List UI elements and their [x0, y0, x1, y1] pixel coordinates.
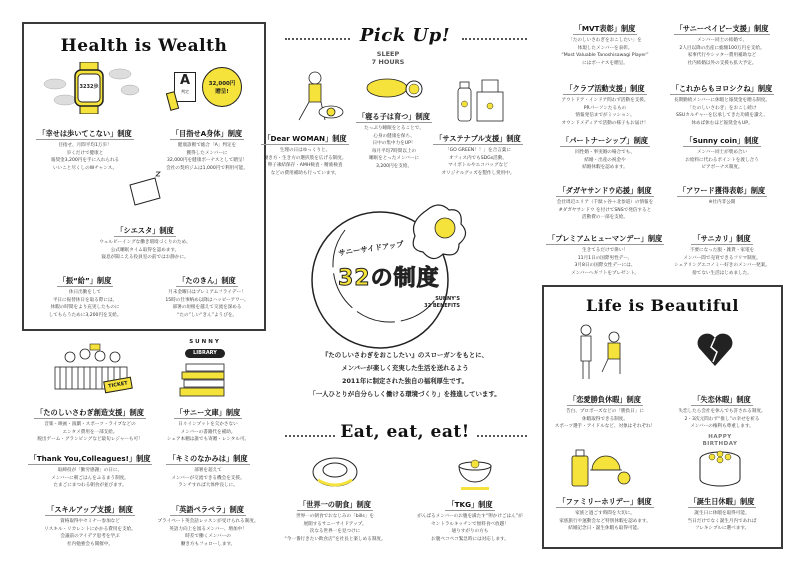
- benefit-title: 「誕生日休暇」制度: [689, 497, 755, 506]
- benefit-title: 「サニーベイビー支援」制度: [675, 24, 769, 33]
- benefit-title: 「スキルアップ支援」制度: [47, 505, 133, 514]
- benefit-description: メンバー同士の結婚で、 2人目以降の出産に総額100万円を支給。 家事代行やシッター費用補助など 社内結婚以外の支援も拡大予定。: [679, 38, 765, 66]
- bottle-and-tote-bag-icon: [455, 78, 505, 123]
- benefit-item: [80, 218, 210, 262]
- benefit-title: 「MVT表彰」制度: [574, 24, 636, 33]
- benefit-item: [155, 446, 261, 490]
- benefit-title: 「これからもヨロシクね」制度: [671, 84, 773, 93]
- benefit-description: 失恋したら会社を休んでも許される制度。 2・3次元問わず“推し”の幸せを祈る メンバーの権利も尊重します。: [678, 409, 766, 430]
- benefit-title: 「ファミリーホリデー」制度: [558, 497, 652, 506]
- benefit-title: 「アワード獲得表彰」制度: [678, 186, 766, 195]
- a-grade-document: [174, 72, 196, 102]
- benefit-item: [665, 387, 780, 431]
- benefit-title: 「たのしいさわぎ創造支援」制度: [36, 408, 144, 417]
- benefit-title: 「Sunny coin」制度: [685, 136, 759, 145]
- benefit-title: 「ダガヤサンドウ応援」制度: [558, 186, 652, 195]
- benefit-description: 音楽・映画・演劇・スポーツ・ライブなどの エンタメ費用を一部支給。 脱出ゲーム・グランピングなど最旬レジャーも可！: [37, 422, 143, 443]
- benefit-item: [403, 492, 538, 543]
- library-label-top: SUNNY: [189, 339, 221, 345]
- benefit-description: 生きてるだけで偉い！ 11月1日の国際男性デー、 3月8日の国際女性デーには、 メンバーへギフトをプレゼント。: [571, 248, 639, 276]
- benefit-description: 誕生日に休暇を取得可能。 当日だけでなく誕生月内であれば フレキシブルに選べます。: [687, 511, 757, 532]
- benefit-description: 告白、プロポーズなどの「勝負日」に 休暇取得できる制度。 スポーツ選手・アイドルなど、対象はそれぞれ！: [554, 409, 656, 430]
- bonus-badge: 32,000円 贈呈!: [202, 67, 242, 107]
- benefit-description: がんばるメンバーのお腹を満たす“卵かけごはん”が セントラルキッチンで無料食べ放題！ 通りすがりの方も お腹ペコペコ緊急時には対応します。: [417, 514, 523, 542]
- benefit-item: [665, 128, 780, 172]
- benefit-description: 不要になった服・雑貨・家電を メンバー間で売買できるフリマ制度。 シェアリングエコノミー好きのメンバー発案。 捨てない生活はじめました。: [674, 248, 770, 276]
- benefit-description: 同性婚・事実婚の場合でも、 結婚・出産の祝金や 結婚休暇を認めます。: [575, 150, 635, 171]
- proposal-couple-icon: [572, 322, 632, 382]
- broken-heart-icon: [695, 330, 735, 370]
- benefit-item: [155, 400, 261, 444]
- benefit-title: 「恋愛勝負休暇」制度: [569, 395, 641, 404]
- suitcase-helmet-icon: [568, 440, 633, 490]
- plate-fried-egg-icon: [285, 180, 485, 350]
- benefit-title: 「たのきん」制度: [178, 276, 236, 285]
- benefit-title: 「目指せA身体」制度: [171, 129, 243, 138]
- breakfast-plate-icon: [310, 450, 360, 490]
- benefit-description: 健康診断で総合「A」判定を 獲得したメンバーに 32,000円を健康ボーナスとして贈呈！ 会社の契約ジムは1,000円で利用可能。: [166, 143, 248, 171]
- benefit-description: 目指せ、月間平均1万歩！ 歩くだけで健康と 報奨金3,200円を手に入れられる いいこと尽くしのWチャンス。: [50, 143, 120, 171]
- benefit-title: 「Thank You,Colleagues!」制度: [29, 454, 151, 463]
- benefit-title: 「サステナブル支援」制度: [435, 134, 521, 143]
- benefit-description: ※社内非公開: [708, 200, 736, 205]
- benefit-description: 家族と過ごす時間を大切に。 家族旅行や運動会など特別休暇を認めます。 結婚記念日・誕生休暇も取得可能。: [559, 511, 651, 532]
- benefit-description: 部署を超えて メンバーが交流できる機会を支援。 ランチすれば大体仲良しに。: [171, 468, 245, 489]
- life-title: Life is Beautiful: [586, 296, 739, 315]
- eat-title: Eat, eat, eat!: [340, 422, 470, 442]
- library-label: LIBRARY: [185, 349, 225, 358]
- benefit-description: 資格取得やセミナー参加など リスキル・リカレントにかかる費用を支給。 会議前のアイデア思考を学ぶ 社内勉強会も開催中。: [44, 519, 136, 547]
- a-grade-label: 判定: [181, 89, 189, 94]
- divider: [285, 38, 350, 40]
- divider: [285, 435, 335, 437]
- headline-32-benefits: 32の制度: [338, 266, 440, 291]
- benefit-item: [546, 489, 664, 533]
- benefit-item: [667, 489, 777, 533]
- benefit-item: [253, 126, 357, 177]
- benefit-description: メンバー同士が褒め合い お給料に代わるポイントを渡し合う ピアボーナス制度。: [685, 150, 759, 171]
- benefit-description: ウェルビーイングな働き環境づくりのため、 公式睡眠タイム取得を認めます。 寝息が聞こえる役員室の前ではお静かに。: [99, 240, 191, 261]
- woman-reading-icon: [295, 70, 345, 125]
- ticket-icon: TICKET: [103, 377, 133, 394]
- benefit-title: 「失恋休暇」制度: [693, 395, 751, 404]
- benefit-description: 取締役が「勤労感謝」の日に、 メンバーに朝ごはんをふるまう制度。 たまごにまつわる朝食が並びます。: [51, 468, 129, 489]
- benefit-title: 「英語ペラペラ」制度: [172, 505, 244, 514]
- books-icon: [178, 362, 233, 398]
- benefit-title: 「シエスタ」制度: [116, 226, 174, 235]
- health-title: Health is Wealth: [60, 36, 228, 56]
- benefit-item: [663, 16, 781, 67]
- benefit-item: [548, 16, 663, 67]
- benefit-item: [28, 497, 153, 548]
- benefit-title: 「サニー文庫」制度: [175, 408, 241, 417]
- benefit-item: [147, 268, 267, 319]
- benefit-description: 「GO GREEN！！」を合言葉に オフィス内でもSDGs活動。 マイボトルやエコバッグなど オリジナルグッズを製作し愛用中。: [441, 148, 515, 176]
- benefit-title: 「振“給”」制度: [58, 276, 112, 285]
- benefit-description: 日々インプットを欠かさない メンバーの書籍代を補助。 シェア本棚は誰でも寄贈・レンタル可。: [166, 422, 250, 443]
- benefit-title: 「TKG」制度: [447, 500, 493, 509]
- birthday-label: HAPPY BIRTHDAY: [702, 434, 738, 447]
- pickup-title: Pick Up!: [359, 25, 451, 46]
- intro-text: 『たのしいさわぎをおこしたい』のスローガンをもとに、 メンバーが楽しく充実した生活を送れるよう 2011年に制定された独自の福利厚生です。 「一人ひとりが自分らしく働ける環境づくり」を推進しています。: [309, 351, 501, 398]
- benefit-title: 「キミのなかみは」制度: [168, 454, 248, 463]
- a-grade: A: [179, 73, 191, 88]
- benefit-item: [147, 121, 267, 172]
- benefit-title: 「パートナーシップ」制度: [562, 136, 648, 145]
- divider: [477, 435, 527, 437]
- benefit-item: [150, 497, 266, 548]
- birthday-cake-icon: [695, 445, 745, 490]
- benefit-description: 月末金曜日はプレミアムフライデー！ 15時の仕事納め以降はハッピーアワー。 部署の垣根を越えて交流を深める “たの”しい“きん”ようびを。: [165, 290, 249, 318]
- benefit-title: 「Dear WOMAN」制度: [263, 134, 347, 143]
- benefit-item: [28, 446, 153, 490]
- benefit-item: [546, 226, 664, 277]
- subtitle-english: SUNNY'S 32 BENEFITS: [424, 296, 460, 309]
- benefit-title: 「プレミアムヒューマンデー」制度: [548, 234, 663, 243]
- benefit-description: たっぷり睡眠をとることで、 心身の健康を保ち、 日中の集中力をUP！ 毎月平均7時間以上の 睡眠をとったメンバーに 3,200円を支給。: [364, 126, 424, 169]
- benefit-item: [270, 492, 400, 543]
- benefit-item: [548, 128, 663, 172]
- benefit-title: 「クラブ活動支援」制度: [565, 84, 645, 93]
- benefit-item: [546, 178, 664, 222]
- divider: [462, 38, 527, 40]
- benefit-description: 「たのしいさわぎをおこしたい」を 体現したメンバーを表彰。 “Most Valuable Tanoshisawagi Player” にはボーナスを贈呈。: [561, 38, 649, 66]
- benefit-description: 休日出勤をして 平日に振替休日を取る際には、 休暇の時間をより充実したものに してもらうために3,200円を支給。: [48, 290, 122, 318]
- benefit-item: [428, 126, 528, 177]
- watch-steps: 3232歩: [79, 84, 99, 90]
- benefit-title: 「幸せは歩いてこない」制度: [38, 129, 132, 138]
- benefit-title: 「世界一の朝食」制度: [299, 500, 371, 509]
- benefit-item: [352, 104, 436, 171]
- sleeping-clock-icon: [362, 72, 427, 102]
- benefit-description: プライベート英会話レッスンが受けられる制度。 英語力向上を図るメンバー、増加中！ 時差で働くメンバーの 働き方もフォローします。: [157, 519, 259, 547]
- benefit-item: [665, 178, 780, 207]
- benefit-description: 生理の日はゆっくりと。 働き方・生き方の選択肢を広げる制度。 卵子凍結保存・AMH検査・精液検査 などの費用補助も行っています。: [263, 148, 347, 176]
- benefit-item: [25, 121, 145, 172]
- benefit-description: 会社周辺エリア（千駄ヶ谷＋北参道）の情報を #ダガヤサンドウ を付けてSNSで発信すると 活動費の一部を支給。: [556, 200, 654, 221]
- sleep-label: SLEEP 7 HOURS: [371, 50, 405, 66]
- benefit-item: [663, 76, 781, 127]
- benefit-item: [546, 387, 664, 431]
- kana-title: サニーサイドアップ: [337, 239, 405, 258]
- benefit-title: 「寝る子は育つ」制度: [358, 112, 430, 121]
- benefit-item: [548, 76, 663, 127]
- benefit-description: 世界一の朝食でおなじみの「bills」を 展開するサニーサイドアップ。 次なる世界一を見つけに “今一番行きたい飲食店”を社長と楽しめる制度。: [284, 514, 386, 542]
- benefit-title: 「サニカリ」制度: [693, 234, 751, 243]
- benefit-item: [25, 268, 145, 319]
- benefit-description: 長期勤続メンバーに休暇と報奨金を贈る制度。 「たのしいさわぎ」をおこし続け SSUカルチャーを伝承してきた功績を讃え、 休めば休むほど報奨金もUP。: [673, 98, 771, 126]
- egg-rice-bowl-icon: [455, 450, 495, 492]
- pillow-icon: [125, 170, 165, 210]
- benefit-item: [26, 400, 154, 444]
- benefit-description: アウトドア・インドア問わず活動を支援。 PRパーソンたるもの 情報発信までがミッション。 オウンドメディアで活動の様子もお届け！: [561, 98, 649, 126]
- benefit-item: [663, 226, 781, 277]
